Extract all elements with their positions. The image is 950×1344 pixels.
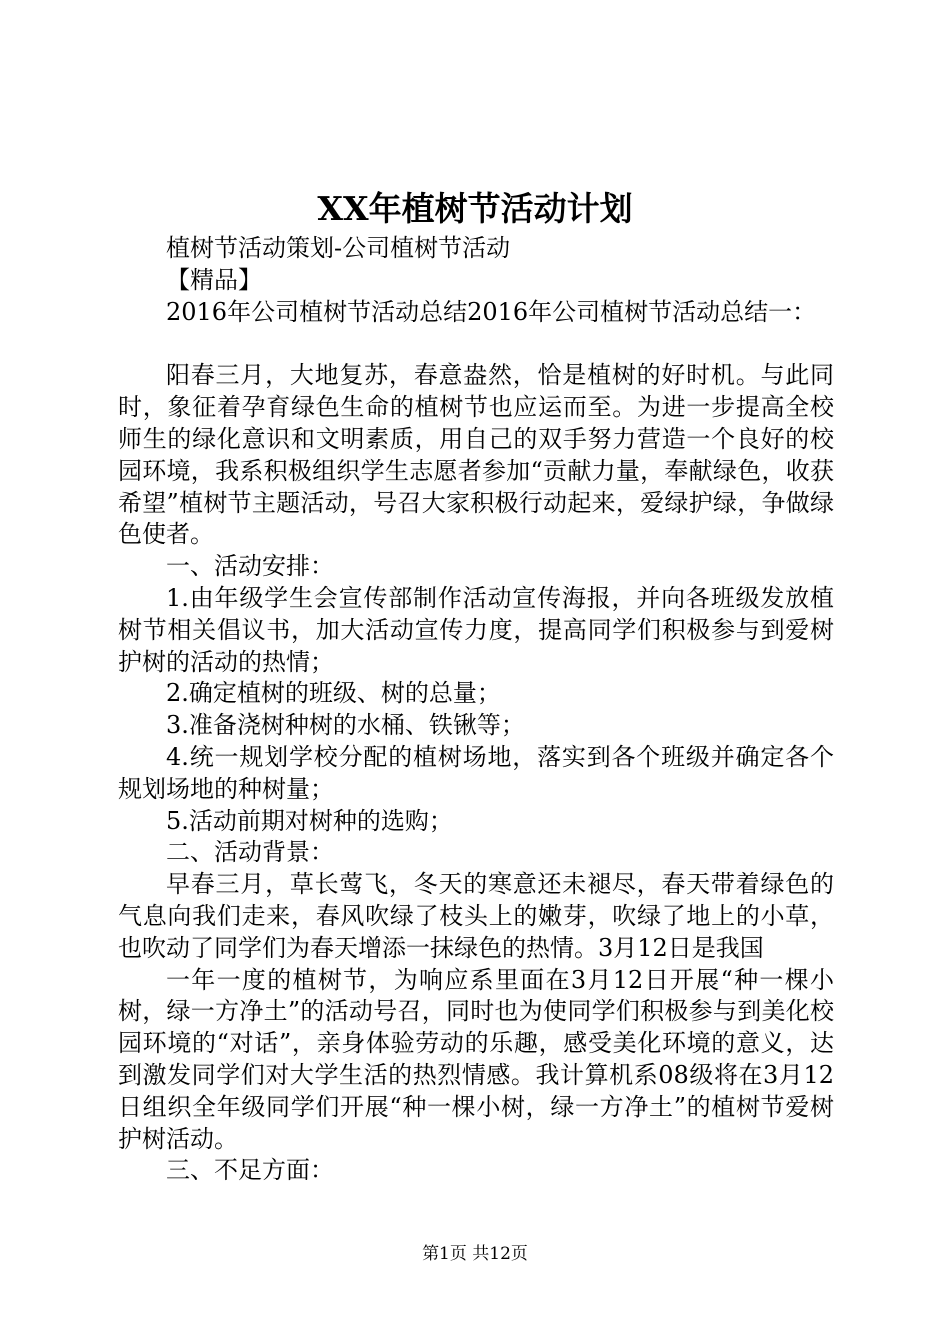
document-title: XX年植树节活动计划 [317, 189, 633, 228]
section-heading-shortcomings: 三、不足方面： [166, 1156, 334, 1185]
list-item: 4.统一规划学校分配的植树场地，落实到各个班级并确定各个规划场地的种树量； [118, 742, 834, 803]
paragraph-tag: 【精品】 [166, 265, 262, 294]
paragraph-background: 早春三月，草长莺飞，冬天的寒意还未褪尽，春天带着绿色的气息向我们走来，春风吹绿了枝头上的嫩芽，吹绿了地上的小草，也吹动了同学们为春天增添一抹绿色的热情。3月12日是我国 [118, 870, 834, 962]
paragraph-subtitle: 植树节活动策划-公司植树节活动 [166, 234, 511, 262]
paragraph-summary-heading: 2016年公司植树节活动总结2016年公司植树节活动总结一： [166, 297, 817, 326]
paragraph-intro: 阳春三月，大地复苏，春意盎然，恰是植树的好时机。与此同时，象征着孕育绿色生命的植树节也应运而至。为进一步提高全校师生的绿化意识和文明素质，用自己的双手努力营造一个良好的校园环境，我系积极组织学生志愿者参加“贡献力量，奉献绿色，收获希望”植树节主题活动，号召大家积极行动起来，爱绿护绿，争做绿色使者。 [118, 361, 834, 549]
page-number: 第1页 共12页 [422, 1244, 528, 1264]
paragraph-background-cont: 一年一度的植树节，为响应系里面在3月12日开展“种一棵小树，绿一方净土”的活动号召，同时也为使同学们积极参与到美化校园环境的“对话”，亲身体验劳动的乐趣，感受美化环境的意义，达到激发同学们对大学生活的热烈情感。我计算机系08级将在3月12日组织全年级同学们开展“种一棵小树，绿一方净土”的植树节爱树护树活动。 [118, 965, 834, 1153]
section-heading-background: 二、活动背景： [166, 838, 334, 867]
section-heading-arrangement: 一、活动安排： [166, 552, 334, 581]
list-item: 1.由年级学生会宣传部制作活动宣传海报，并向各班级发放植树节相关倡议书，加大活动宣传力度，提高同学们积极参与到爱树护树的活动的热情； [118, 583, 834, 676]
document-body [118, 233, 834, 1187]
list-item: 5.活动前期对树种的选购； [166, 806, 453, 835]
list-item: 2.确定植树的班级、树的总量； [166, 679, 501, 708]
list-item: 3.准备浇树种树的水桶、铁锹等； [166, 711, 525, 740]
